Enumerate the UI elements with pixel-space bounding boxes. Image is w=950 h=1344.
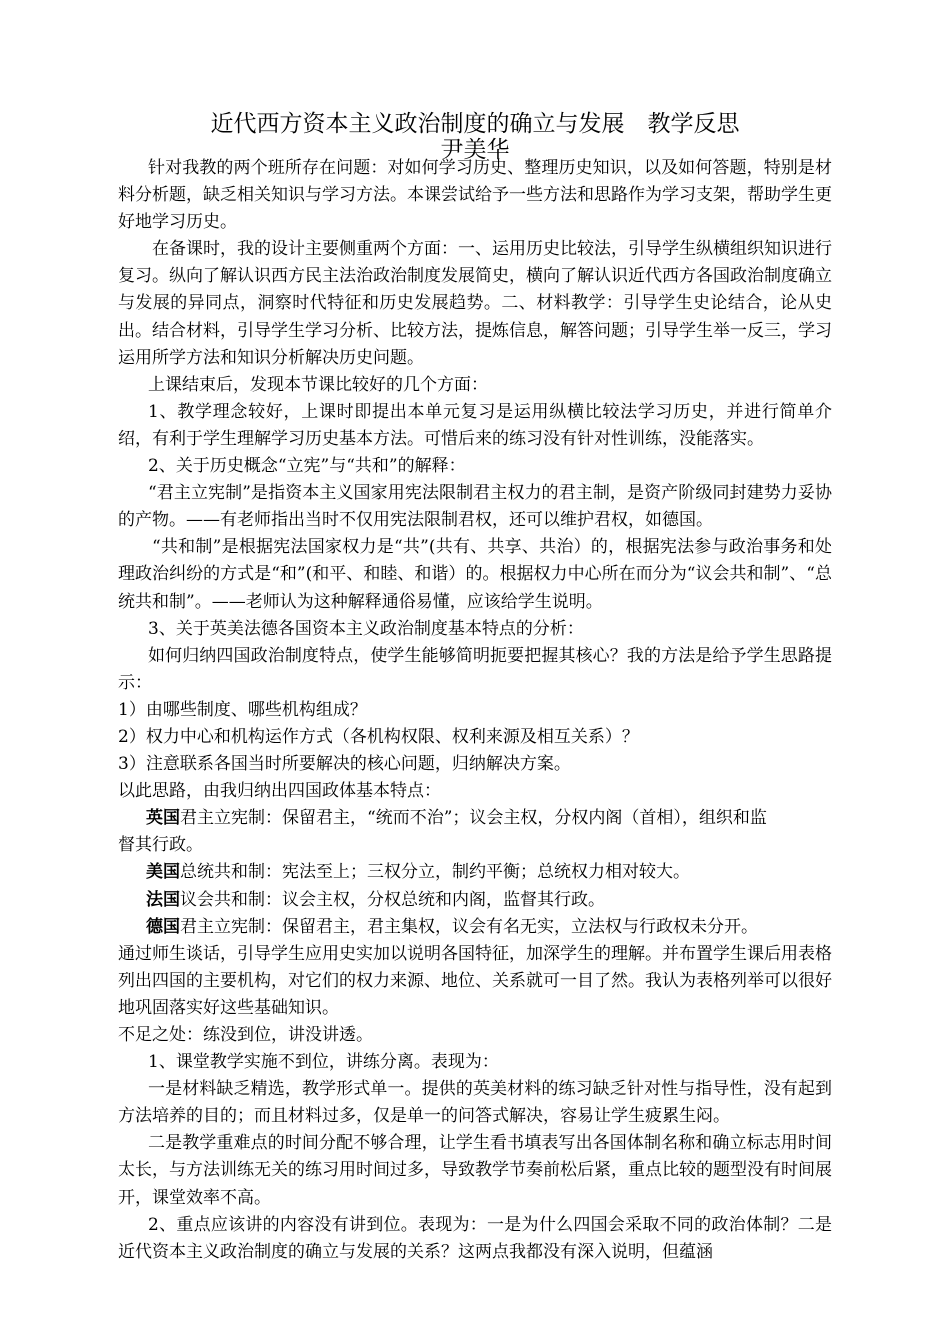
hint-item-3: 3）注意联系各国当时所要解决的核心问题，归纳解决方案。 xyxy=(118,754,571,775)
paragraph-time-issue: 二是教学重难点的时间分配不够合理，让学生看书填表写出各国体制名称和确立标志用时间太长，与方法训练无关的练习用时间过多，导致教学节奏前松后紧，重点比较的题型没有时间展开，课堂效率不高。 xyxy=(118,1133,832,1208)
hint-item-2: 2）权力中心和机构运作方式（各机构权限、权利来源及相互关系）？ xyxy=(118,726,639,747)
country-item-de xyxy=(118,914,832,941)
hint-item-1: 1）由哪些制度、哪些机构组成？ xyxy=(118,699,367,720)
country-desc-uk: 君主立宪制：保留君主，“统而不治”；议会主权，分权内阁（首相），组织和监 xyxy=(180,808,767,829)
paragraph-teacher-talk: 通过师生谈话，引导学生应用史实加以说明各国特征，加深学生的理解。并布置学生课后用表格列出四国的主要机构，对它们的权力来源、地位、关系就可一目了然。我认为表格列举可以很好地巩固落实好这些基础知识。 xyxy=(118,943,832,1018)
country-item-fr xyxy=(118,887,832,914)
country-name-de: 德国 xyxy=(146,916,180,937)
paragraph-method: 如何归纳四国政治制度特点，使学生能够简明扼要把握其核心？我的方法是给予学生思路提示： xyxy=(118,645,832,693)
paragraph-material-issue: 一是材料缺乏精选，教学形式单一。提供的英美材料的练习缺乏针对性与指导性，没有起到方法培养的目的；而且材料过多，仅是单一的问答式解决，容易让学生疲累生闷。 xyxy=(118,1079,832,1127)
document-author: 尹美华 xyxy=(440,137,510,163)
country-item-us xyxy=(118,859,832,886)
paragraph-shortcoming-1: 1、课堂教学实施不到位，讲练分离。表现为： xyxy=(148,1052,499,1073)
document-title: 近代西方资本主义政治制度的确立与发展 教学反思 xyxy=(210,111,740,137)
paragraph-shortcoming-2: 2、重点应该讲的内容没有讲到位。表现为：一是为什么四国会采取不同的政治体制？二是近代资本主义政治制度的确立与发展的关系？这两点我都没有深入说明，但蕴涵 xyxy=(118,1214,832,1262)
paragraph-strengths-intro: 上课结束后，发现本节课比较好的几个方面： xyxy=(148,374,488,395)
paragraph-point-1: 1、教学理念较好，上课时即提出本单元复习是运用纵横比较法学习历史，并进行简单介绍，有利于学生理解学习历史基本方法。可惜后来的练习没有针对性训练，没能落实。 xyxy=(118,401,832,449)
country-name-uk: 英国 xyxy=(146,808,180,829)
paragraph-constitutional-monarchy: “君主立宪制”是指资本主义国家用宪法限制君主权力的君主制，是资产阶级同封建势力妥协的产物。——有老师指出当时不仅用宪法限制君权，还可以维护君权，如德国。 xyxy=(118,483,832,531)
country-desc-us: 总统共和制：宪法至上；三权分立，制约平衡；总统权力相对较大。 xyxy=(180,862,690,883)
document-body xyxy=(118,155,832,1266)
country-item-uk xyxy=(118,805,832,832)
paragraph-lesson-design: 在备课时，我的设计主要侧重两个方面：一、运用历史比较法，引导学生纵横组织知识进行复习。纵向了解认识西方民主法治政治制度发展简史，横向了解认识近代西方各国政治制度确立与发展的异同点，洞察时代特征和历史发展趋势。二、材料教学：引导学生史论结合，论从史出。结合材料，引导学生学习分析、比较方法，提炼信息，解答问题；引导学生举一反三，学习运用所学方法和知识分析解决历史问题。 xyxy=(118,239,832,368)
country-desc-uk-cont: 督其行政。 xyxy=(118,835,203,856)
country-desc-de: 君主立宪制：保留君主，君主集权，议会有名无实，立法权与行政权未分开。 xyxy=(180,916,758,937)
paragraph-intro: 针对我教的两个班所存在问题：对如何学习历史、整理历史知识，以及如何答题，特别是材料分析题，缺乏相关知识与学习方法。本课尝试给予一些方法和思路作为学习支架，帮助学生更好地学习历史。 xyxy=(118,158,832,233)
country-name-us: 美国 xyxy=(146,862,180,883)
paragraph-summary-intro: 以此思路，由我归纳出四国政体基本特点： xyxy=(118,781,441,802)
country-desc-fr: 议会共和制：议会主权，分权总统和内阁，监督其行政。 xyxy=(180,889,605,910)
paragraph-shortcomings: 不足之处：练没到位，讲没讲透。 xyxy=(118,1025,373,1045)
paragraph-point-3: 3、关于英美法德各国资本主义政治制度基本特点的分析： xyxy=(148,618,584,639)
country-name-fr: 法国 xyxy=(146,889,180,910)
paragraph-republic: “共和制”是根据宪法国家权力是“共”(共有、共享、共治）的，根据宪法参与政治事务和处理政治纠纷的方式是“和”(和平、和睦、和谐）的。根据权力中心所在而分为“议会共和制”、“总统共和制”。——老师认为这种解释通俗易懂，应该给学生说明。 xyxy=(118,537,832,612)
paragraph-point-2: 2、关于历史概念“立宪”与“共和”的解释： xyxy=(148,456,466,477)
